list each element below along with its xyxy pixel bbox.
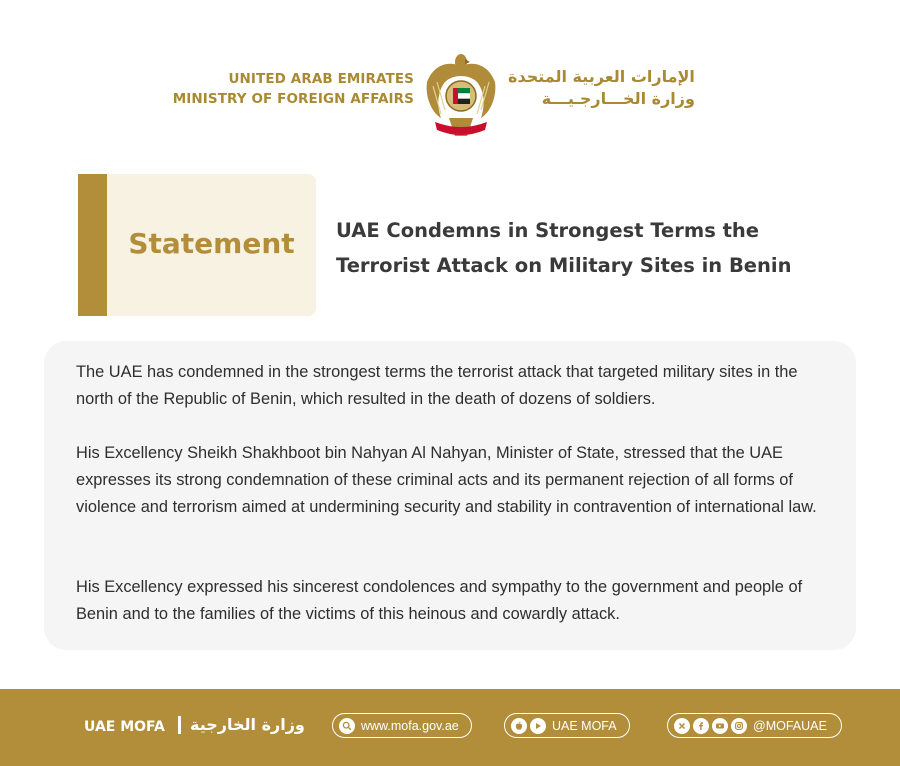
ministry-name-arabic — [508, 66, 695, 110]
social-handle: @MOFAUAE — [753, 718, 827, 733]
search-icon — [339, 718, 355, 734]
statement-body-card — [44, 341, 856, 650]
headline-line-2: Terrorist Attack on Military Sites in Benin — [336, 254, 792, 277]
country-name: UNITED ARAB EMIRATES — [228, 71, 414, 87]
ministry-name-arabic-line: وزارة الخـــارجـيـــة — [541, 89, 695, 108]
uae-falcon-emblem — [423, 52, 499, 140]
ministry-name: MINISTRY OF FOREIGN AFFAIRS — [172, 91, 414, 107]
statement-label: Statement — [128, 227, 295, 260]
instagram-icon[interactable] — [731, 718, 747, 734]
ministry-name-english — [173, 69, 414, 109]
footer-brand-arabic: وزارة الخارجية — [190, 715, 305, 734]
body-paragraph-2: His Excellency Sheikh Shakhboot bin Nahyan Al Nahyan, Minister of State, stressed that the UAE expresses its strong condemnation of these criminal acts and its permanent rejection of all forms of violence and terrorism aimed at undermining security and stability in contravention of international law. — [76, 444, 817, 516]
footer-brand-english: UAE MOFA — [84, 719, 165, 735]
website-url: www.mofa.gov.ae — [361, 718, 459, 733]
x-icon[interactable] — [674, 718, 690, 734]
youtube-icon[interactable] — [712, 718, 728, 734]
website-link[interactable] — [332, 713, 472, 738]
social-links[interactable] — [667, 713, 842, 738]
footer-bar — [0, 689, 900, 766]
statement-accent-bar — [78, 174, 107, 316]
facebook-icon[interactable] — [693, 718, 709, 734]
body-paragraph-3: His Excellency expressed his sincerest condolences and sympathy to the government and people of Benin and to the families of the victims of this heinous and cowardly attack. — [76, 578, 803, 623]
statement-tag — [78, 174, 316, 316]
app-label: UAE MOFA — [552, 718, 617, 733]
ministry-header — [0, 52, 900, 142]
play-store-icon[interactable] — [530, 718, 546, 734]
headline-line-1: UAE Condemns in Strongest Terms the — [336, 219, 760, 242]
statement-headline — [336, 213, 856, 283]
footer-divider — [178, 716, 181, 734]
country-name-arabic: الإمارات العربية المتحدة — [508, 67, 695, 86]
apple-icon[interactable] — [511, 718, 527, 734]
app-store-links[interactable] — [504, 713, 630, 738]
body-paragraph-1: The UAE has condemned in the strongest terms the terrorist attack that targeted military sites in the north of the Republic of Benin, which resulted in the death of dozens of soldiers. — [76, 363, 798, 408]
